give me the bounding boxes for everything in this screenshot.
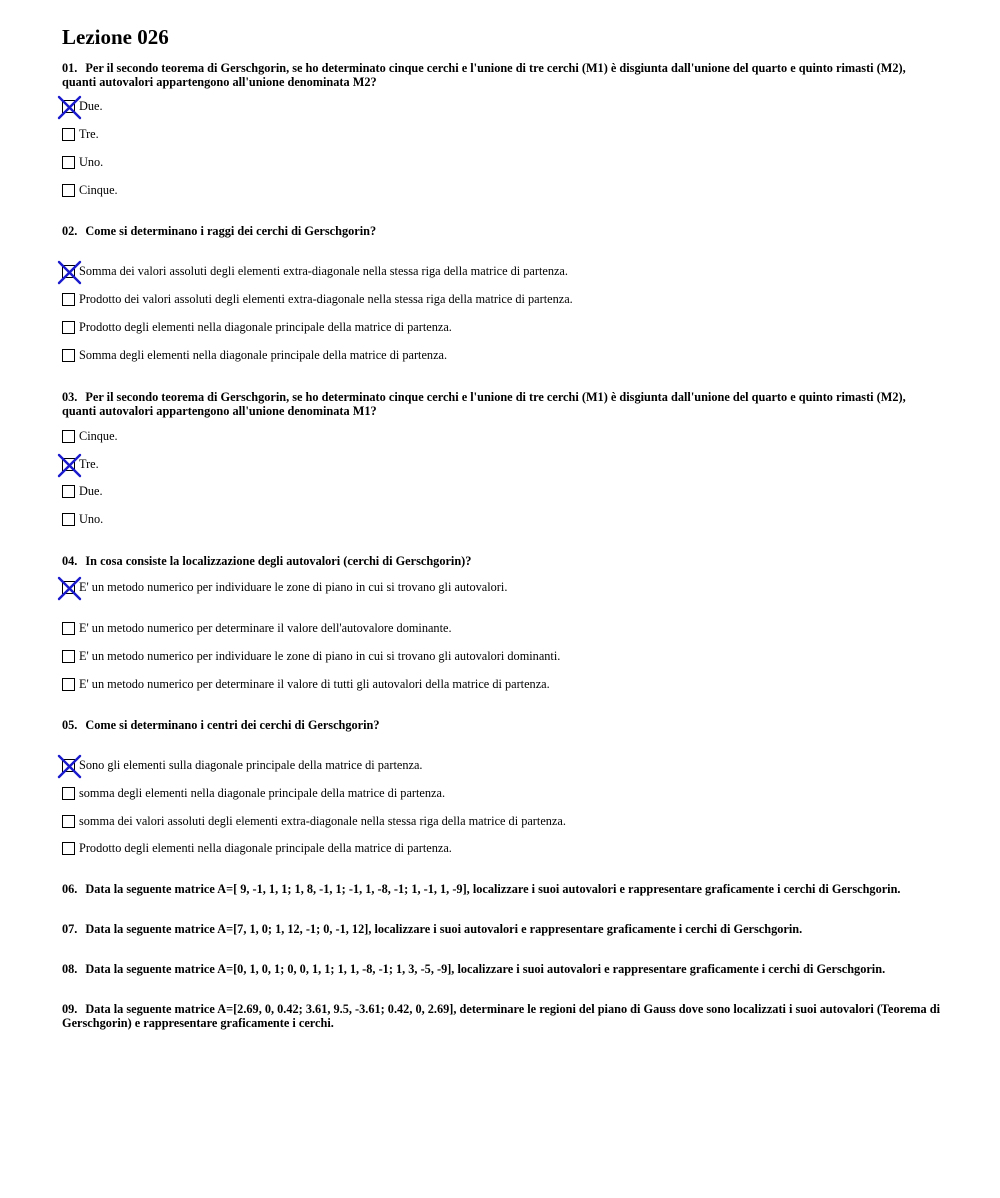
checkbox[interactable] (62, 787, 75, 800)
answer-option[interactable] (62, 813, 566, 829)
question-number: 04. (62, 554, 78, 568)
checked-checkbox[interactable] (62, 458, 75, 471)
question-number: 05. (62, 718, 78, 732)
checkbox[interactable] (62, 321, 75, 334)
answer-option[interactable] (62, 483, 103, 499)
question-2 (62, 224, 942, 238)
answer-label: E' un metodo numerico per individuare le zone di piano in cui si trovano gli autovalori dominanti. (79, 649, 561, 663)
answer-option[interactable] (62, 757, 423, 773)
answer-option[interactable] (62, 579, 507, 595)
answer-option[interactable] (62, 319, 452, 335)
question-body: Data la seguente matrice A=[0, 1, 0, 1; 0, 0, 1, 1; 1, 1, -8, -1; 1, 3, -5, -9], localizzare i suoi autovalori e rappresentare graficamente i cerchi di Gerschgorin. (85, 962, 886, 976)
answer-label: E' un metodo numerico per individuare le zone di piano in cui si trovano gli autovalori. (79, 580, 508, 594)
question-number: 01. (62, 61, 78, 75)
cross-mark-icon (57, 95, 82, 120)
answer-label: Sono gli elementi sulla diagonale principale della matrice di partenza. (79, 758, 423, 772)
question-7 (62, 922, 942, 936)
answer-label: Due. (79, 484, 103, 498)
answer-option[interactable] (62, 154, 103, 170)
checkbox[interactable] (62, 622, 75, 635)
checkbox[interactable] (62, 293, 75, 306)
question-text (62, 962, 942, 976)
question-9 (62, 1002, 942, 1030)
answer-option[interactable] (62, 840, 452, 856)
answer-label: E' un metodo numerico per determinare il valore di tutti gli autovalori della matrice di partenza. (79, 677, 550, 691)
checkbox[interactable] (62, 349, 75, 362)
question-text (62, 390, 942, 418)
question-body: Data la seguente matrice A=[2.69, 0, 0.42; 3.61, 9.5, -3.61; 0.42, 0, 2.69], determinare le regioni del piano di Gauss dove sono localizzati i suoi autovalori (Teorema di Gerschgorin) e rappresentare graficamente i cerchi. (62, 1002, 941, 1030)
checkbox[interactable] (62, 842, 75, 855)
question-8 (62, 962, 942, 976)
answer-option[interactable] (62, 347, 447, 363)
answer-label: Prodotto degli elementi nella diagonale principale della matrice di partenza. (79, 320, 452, 334)
question-body: Per il secondo teorema di Gerschgorin, se ho determinato cinque cerchi e l'unione di tre cerchi (M1) è disgiunta dall'unione del quarto e quinto rimasti (M2), quanti autovalori appartengono all'unione denominata M2? (62, 61, 906, 89)
question-4 (62, 554, 942, 568)
page-title: Lezione 026 (62, 25, 169, 49)
question-text (62, 554, 942, 568)
question-number: 07. (62, 922, 78, 936)
question-body: Per il secondo teorema di Gerschgorin, se ho determinato cinque cerchi e l'unione di tre cerchi (M1) è disgiunta dall'unione del quarto e quinto rimasti (M2), quanti autovalori appartengono all'unione denominata M1? (62, 390, 906, 418)
answer-label: Due. (79, 99, 103, 113)
answer-option[interactable] (62, 126, 99, 142)
checkbox[interactable] (62, 650, 75, 663)
checkbox[interactable] (62, 156, 75, 169)
question-text (62, 1002, 942, 1030)
question-number: 03. (62, 390, 78, 404)
checkbox[interactable] (62, 430, 75, 443)
question-text (62, 61, 942, 89)
checkbox[interactable] (62, 513, 75, 526)
checked-checkbox[interactable] (62, 265, 75, 278)
checkbox[interactable] (62, 678, 75, 691)
answer-label: somma degli elementi nella diagonale principale della matrice di partenza. (79, 786, 446, 800)
answer-label: Uno. (79, 512, 104, 526)
answer-option[interactable] (62, 428, 118, 444)
cross-mark-icon (57, 453, 82, 478)
checked-checkbox[interactable] (62, 100, 75, 113)
question-number: 02. (62, 224, 78, 238)
question-number: 06. (62, 882, 78, 896)
question-text (62, 922, 942, 936)
question-text (62, 882, 942, 896)
document-page (62, 24, 942, 1030)
question-body: Come si determinano i centri dei cerchi di Gerschgorin? (85, 718, 380, 732)
answer-label: Uno. (79, 155, 104, 169)
answer-label: somma dei valori assoluti degli elementi extra-diagonale nella stessa riga della matrice di partenza. (79, 814, 566, 828)
answer-option[interactable] (62, 620, 452, 636)
checkbox[interactable] (62, 184, 75, 197)
question-6 (62, 882, 942, 896)
answer-label: E' un metodo numerico per determinare il valore dell'autovalore dominante. (79, 621, 452, 635)
question-body: In cosa consiste la localizzazione degli autovalori (cerchi di Gerschgorin)? (85, 554, 472, 568)
question-body: Data la seguente matrice A=[ 9, -1, 1, 1; 1, 8, -1, 1; -1, 1, -8, -1; 1, -1, 1, -9], localizzare i suoi autovalori e rappresentare graficamente i cerchi di Gerschgorin. (85, 882, 901, 896)
question-3 (62, 390, 942, 418)
answer-label: Tre. (79, 127, 99, 141)
question-1 (62, 61, 942, 89)
answer-label: Prodotto dei valori assoluti degli elementi extra-diagonale nella stessa riga della matrice di partenza. (79, 292, 573, 306)
cross-mark-icon (57, 260, 82, 285)
question-number: 08. (62, 962, 78, 976)
checked-checkbox[interactable] (62, 759, 75, 772)
checkbox[interactable] (62, 815, 75, 828)
checkbox[interactable] (62, 128, 75, 141)
question-body: Come si determinano i raggi dei cerchi di Gerschgorin? (85, 224, 377, 238)
answer-option[interactable] (62, 648, 560, 664)
answer-option[interactable] (62, 676, 550, 692)
answer-label: Cinque. (79, 183, 118, 197)
question-number: 09. (62, 1002, 78, 1016)
answer-option[interactable] (62, 98, 103, 114)
question-text (62, 224, 942, 238)
answer-option[interactable] (62, 182, 118, 198)
answer-option[interactable] (62, 263, 568, 279)
question-body: Data la seguente matrice A=[7, 1, 0; 1, 12, -1; 0, -1, 12], localizzare i suoi autovalori e rappresentare graficamente i cerchi di Gerschgorin. (85, 922, 803, 936)
cross-mark-icon (57, 576, 82, 601)
answer-option[interactable] (62, 785, 445, 801)
answer-option[interactable] (62, 511, 103, 527)
answer-label: Somma dei valori assoluti degli elementi extra-diagonale nella stessa riga della matrice di partenza. (79, 264, 568, 278)
answer-label: Tre. (79, 457, 99, 471)
checkbox[interactable] (62, 485, 75, 498)
answer-label: Cinque. (79, 429, 118, 443)
answer-option[interactable] (62, 291, 573, 307)
answer-option[interactable] (62, 456, 99, 472)
checked-checkbox[interactable] (62, 581, 75, 594)
answer-label: Somma degli elementi nella diagonale principale della matrice di partenza. (79, 348, 448, 362)
question-5 (62, 718, 942, 732)
answer-label: Prodotto degli elementi nella diagonale principale della matrice di partenza. (79, 841, 452, 855)
cross-mark-icon (57, 754, 82, 779)
question-text (62, 718, 942, 732)
